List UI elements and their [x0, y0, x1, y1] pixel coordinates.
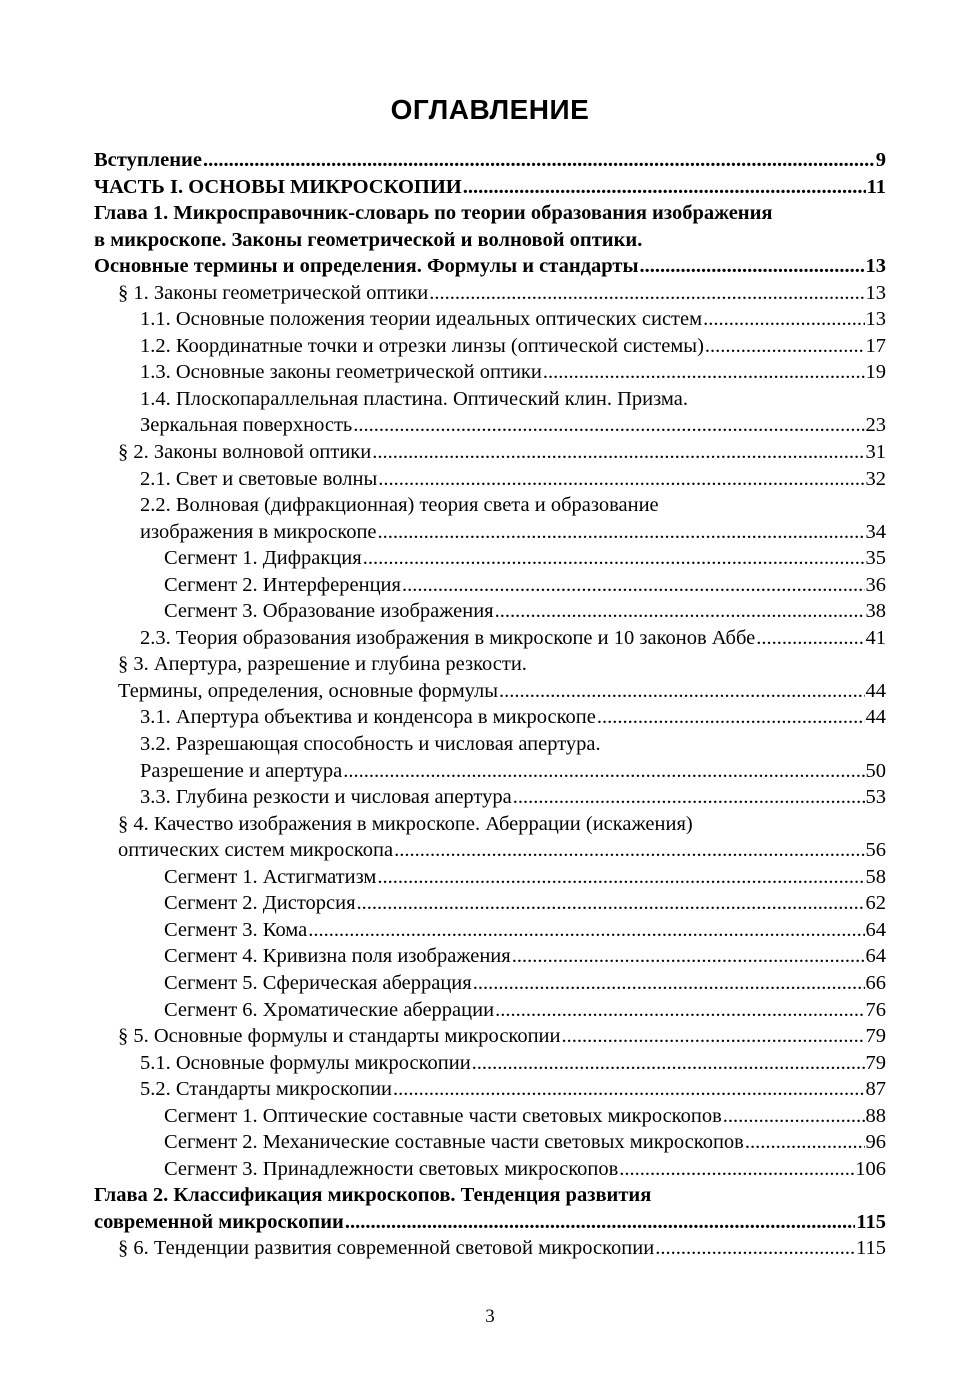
- toc-entry-text: § 3. Апертура, разрешение и глубина резкости.: [118, 653, 527, 676]
- toc-entry: [94, 970, 886, 997]
- toc-entry: [94, 784, 886, 811]
- toc-entry: [94, 439, 886, 466]
- toc-entry-text: 3.2. Разрешающая способность и числовая апертура.: [140, 733, 601, 756]
- toc-entry-line: [164, 598, 886, 625]
- dot-leader: [472, 1050, 865, 1077]
- toc-entry-text: изображения в микроскопе: [140, 520, 377, 543]
- toc-entry: [94, 572, 886, 599]
- toc-entry-text: 5.1. Основные формулы микроскопии: [140, 1051, 471, 1074]
- toc-page-number: 36: [865, 573, 886, 596]
- toc-entry-line: [94, 253, 886, 280]
- toc-entry-text: Термины, определения, основные формулы: [118, 679, 499, 702]
- toc-entry-text: Разрешение и апертура: [140, 759, 343, 782]
- toc-entry-line: [140, 1050, 886, 1077]
- toc-entry-line: [164, 1103, 886, 1130]
- toc-page-number: 38: [865, 600, 886, 623]
- toc-entry-text: Сегмент 2. Интерференция: [164, 573, 401, 596]
- dot-leader: [429, 280, 864, 307]
- toc-entry-text: § 4. Качество изображения в микроскопе. Аберрации (искажения): [118, 812, 693, 835]
- toc-entry-text: Сегмент 1. Астигматизм: [164, 865, 377, 888]
- toc-entry-line: [164, 864, 886, 891]
- toc-entry-text: Сегмент 1. Дифракция: [164, 547, 362, 570]
- dot-leader: [394, 837, 864, 864]
- toc-entry-line: [164, 1129, 886, 1156]
- toc-page-number: 19: [865, 361, 886, 384]
- toc-entry-text: Сегмент 1. Оптические составные части световых микроскопов: [164, 1104, 722, 1127]
- dot-leader: [495, 997, 864, 1024]
- toc-entry-text: 3.1. Апертура объектива и конденсора в микроскопе: [140, 706, 596, 729]
- toc-page-number: 31: [865, 441, 886, 464]
- toc-entry: [94, 1235, 886, 1262]
- dot-leader: [343, 758, 864, 785]
- toc-entry-text: 2.1. Свет и световые волны: [140, 467, 378, 490]
- toc-page-number: 62: [865, 892, 886, 915]
- toc-entry-text: § 2. Законы волновой оптики: [118, 441, 372, 464]
- toc-page-number: 13: [865, 255, 886, 278]
- toc-entry: [94, 731, 886, 784]
- toc-entry-line: [164, 943, 886, 970]
- toc-entry-text: 2.2. Волновая (дифракционная) теория света и образование: [140, 494, 659, 517]
- toc-page-number: 44: [865, 679, 886, 702]
- dot-leader: [372, 439, 864, 466]
- dot-leader: [705, 333, 865, 360]
- toc-entry: [94, 466, 886, 493]
- dot-leader: [363, 545, 865, 572]
- toc-entry-text: Вступление: [94, 149, 202, 171]
- toc-entry: [94, 1182, 886, 1235]
- toc-entry-text: Зеркальная поверхность: [140, 414, 353, 437]
- toc-entry: [94, 200, 886, 280]
- toc-entry-line: [118, 837, 886, 864]
- toc-entry: [94, 147, 886, 174]
- toc-page-number: 23: [865, 414, 886, 437]
- toc-entry-text: Основные термины и определения. Формулы и стандарты: [94, 255, 639, 278]
- toc-page-number: 64: [865, 945, 886, 968]
- toc-page-number: 41: [865, 626, 886, 649]
- dot-leader: [639, 253, 864, 280]
- toc-entry-text: Сегмент 5. Сферическая аберрация: [164, 971, 472, 994]
- toc-entry: [94, 1050, 886, 1077]
- toc-entry: [94, 386, 886, 439]
- toc-entry: [94, 174, 886, 201]
- toc-entry-line: [94, 1209, 886, 1236]
- toc-entry-line: [164, 545, 886, 572]
- toc-entry-line: [140, 625, 886, 652]
- toc-page-number: 115: [856, 1237, 886, 1260]
- toc-entry-text: Сегмент 3. Принадлежности световых микроскопов: [164, 1157, 619, 1180]
- toc-entry-text: 5.2. Стандарты микроскопии: [140, 1078, 393, 1101]
- toc-entry-text: в микроскопе. Законы геометрической и волновой оптики.: [94, 228, 643, 251]
- toc-entry: [94, 864, 886, 891]
- toc-entry-text: Сегмент 4. Кривизна поля изображения: [164, 945, 511, 968]
- toc-entry: [94, 598, 886, 625]
- toc-entry-line: [140, 306, 886, 333]
- toc-page-number: 58: [865, 865, 886, 888]
- toc-entry: [94, 890, 886, 917]
- toc-entry-text: 1.1. Основные положения теории идеальных оптических систем: [140, 308, 703, 331]
- toc-entry: [94, 625, 886, 652]
- toc-entry: [94, 943, 886, 970]
- toc-entry-text: оптических систем микроскопа: [118, 839, 394, 862]
- toc-entry-line: [140, 758, 886, 785]
- toc-entry: [94, 997, 886, 1024]
- toc-page-number: 50: [865, 759, 886, 782]
- toc-page-number: 35: [865, 547, 886, 570]
- toc-entry-line: [140, 1076, 886, 1103]
- dot-leader: [495, 598, 865, 625]
- toc-entry-line: [118, 439, 886, 466]
- toc-entry-text: Глава 2. Классификация микроскопов. Тенденция развития: [94, 1184, 652, 1207]
- toc-entry-line: [140, 333, 886, 360]
- dot-leader: [723, 1103, 865, 1130]
- dot-leader: [203, 147, 875, 174]
- toc-entry-line: [164, 997, 886, 1024]
- toc-entry-text: Сегмент 3. Образование изображения: [164, 600, 494, 623]
- toc-entry-text: Сегмент 3. Кома: [164, 918, 308, 941]
- toc-entry-line: [118, 1235, 886, 1262]
- toc-page-number: 11: [866, 175, 886, 198]
- page-title: ОГЛАВЛЕНИЕ: [390, 94, 590, 125]
- dot-leader: [463, 174, 866, 201]
- toc-entry-text: 2.3. Теория образования изображения в микроскопе и 10 законов Аббе: [140, 626, 756, 649]
- toc-page-number: 106: [855, 1157, 886, 1180]
- dot-leader: [402, 572, 865, 599]
- page-number: 3: [485, 1306, 495, 1327]
- toc-entry-line: [140, 359, 886, 386]
- toc-entry: [94, 1103, 886, 1130]
- toc-entry-line: [164, 890, 886, 917]
- dot-leader: [543, 359, 865, 386]
- toc-page-number: 56: [865, 839, 886, 862]
- toc-page-number: 44: [865, 706, 886, 729]
- table-of-contents: [94, 147, 886, 1262]
- dot-leader: [513, 784, 865, 811]
- dot-leader: [393, 1076, 864, 1103]
- dot-leader: [499, 678, 864, 705]
- toc-entry-line: [164, 572, 886, 599]
- dot-leader: [562, 1023, 865, 1050]
- toc-entry-line: [140, 412, 886, 439]
- toc-entry-text: современной микроскопии: [94, 1210, 344, 1233]
- toc-page-number: 66: [865, 971, 886, 994]
- dot-leader: [745, 1129, 865, 1156]
- dot-leader: [512, 943, 865, 970]
- toc-entry-line: [140, 519, 886, 546]
- toc-entry: [94, 1023, 886, 1050]
- toc-entry-text: Сегмент 2. Дисторсия: [164, 892, 356, 915]
- toc-page-number: 53: [865, 786, 886, 809]
- toc-entry: [94, 704, 886, 731]
- toc-page-number: 79: [865, 1051, 886, 1074]
- toc-page-number: 115: [856, 1210, 886, 1233]
- dot-leader: [308, 917, 864, 944]
- toc-page-number: 79: [865, 1025, 886, 1048]
- toc-entry-text: 1.2. Координатные точки и отрезки линзы (оптической системы): [140, 334, 704, 357]
- toc-entry: [94, 651, 886, 704]
- toc-entry-line: [118, 678, 886, 705]
- dot-leader: [655, 1235, 855, 1262]
- toc-entry: [94, 306, 886, 333]
- dot-leader: [357, 890, 865, 917]
- toc-page-number: 9: [875, 149, 886, 171]
- dot-leader: [353, 412, 864, 439]
- toc-entry-line: [118, 1023, 886, 1050]
- toc-page-number: 96: [865, 1131, 886, 1154]
- dot-leader: [473, 970, 865, 997]
- toc-entry: [94, 280, 886, 307]
- dot-leader: [756, 625, 864, 652]
- dot-leader: [378, 466, 864, 493]
- toc-entry-line: [140, 466, 886, 493]
- dot-leader: [378, 519, 865, 546]
- toc-entry: [94, 917, 886, 944]
- toc-entry-text: 1.4. Плоскопараллельная пластина. Оптический клин. Призма.: [140, 387, 688, 410]
- toc-page-number: 13: [865, 281, 886, 304]
- toc-entry-text: Глава 1. Микросправочник-словарь по теории образования изображения: [94, 202, 773, 225]
- toc-page-number: 87: [865, 1078, 886, 1101]
- toc-entry: [94, 359, 886, 386]
- toc-entry-line: [164, 917, 886, 944]
- toc-entry-text: 3.3. Глубина резкости и числовая апертура: [140, 786, 512, 809]
- toc-entry-line: [164, 970, 886, 997]
- toc-entry-line: [94, 147, 886, 174]
- toc-page-number: 76: [865, 998, 886, 1021]
- toc-page-number: 64: [865, 918, 886, 941]
- toc-entry: [94, 545, 886, 572]
- toc-entry-line: [140, 784, 886, 811]
- dot-leader: [703, 306, 864, 333]
- toc-entry: [94, 492, 886, 545]
- toc-entry: [94, 811, 886, 864]
- toc-entry-text: § 1. Законы геометрической оптики: [118, 281, 429, 304]
- toc-entry-line: [164, 1156, 886, 1183]
- toc-entry: [94, 1129, 886, 1156]
- toc-page-number: 34: [865, 520, 886, 543]
- toc-entry-text: ЧАСТЬ I. ОСНОВЫ МИКРОСКОПИИ: [94, 175, 462, 198]
- toc-entry-line: [140, 704, 886, 731]
- toc-entry-text: 1.3. Основные законы геометрической оптики: [140, 361, 542, 384]
- toc-entry-text: Сегмент 2. Механические составные части световых микроскопов: [164, 1131, 744, 1154]
- toc-entry: [94, 1156, 886, 1183]
- toc-page-number: 88: [865, 1104, 886, 1127]
- toc-entry-text: § 6. Тенденции развития современной световой микроскопии: [118, 1237, 655, 1260]
- toc-entry-text: § 5. Основные формулы и стандарты микроскопии: [118, 1025, 561, 1048]
- dot-leader: [597, 704, 865, 731]
- toc-entry: [94, 1076, 886, 1103]
- dot-leader: [345, 1209, 856, 1236]
- toc-page-number: 17: [865, 334, 886, 357]
- toc-entry-line: [118, 280, 886, 307]
- toc-entry-line: [94, 174, 886, 201]
- toc-page-number: 32: [865, 467, 886, 490]
- toc-entry: [94, 333, 886, 360]
- toc-entry-text: Сегмент 6. Хроматические аберрации: [164, 998, 495, 1021]
- dot-leader: [619, 1156, 854, 1183]
- toc-page-number: 13: [865, 308, 886, 331]
- dot-leader: [377, 864, 864, 891]
